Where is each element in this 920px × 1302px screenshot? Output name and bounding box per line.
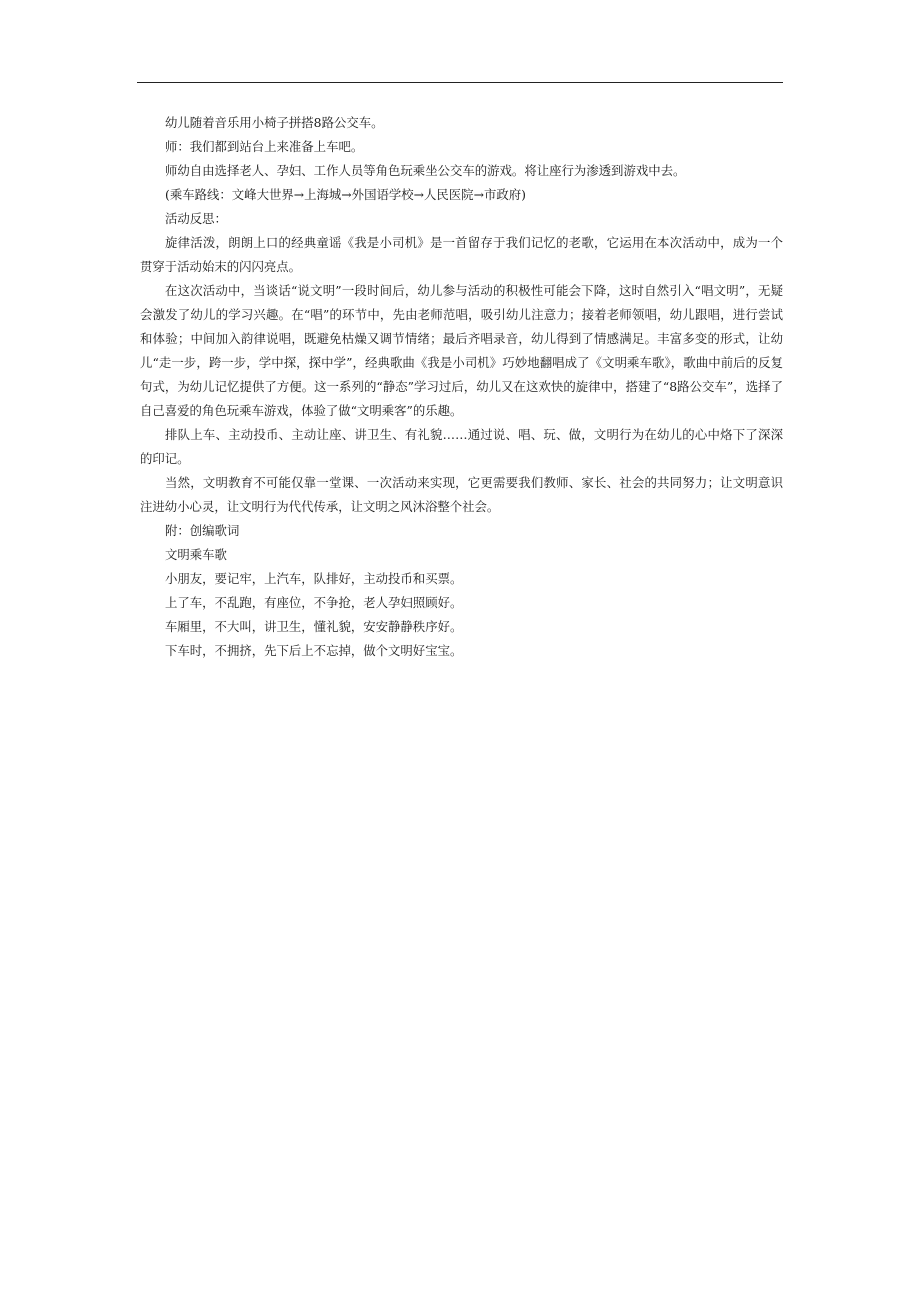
lyric-line: 小朋友，要记牢，上汽车，队排好，主动投币和买票。 bbox=[165, 571, 463, 586]
document-body bbox=[140, 111, 783, 663]
lyric-line: 上了车，不乱跑，有座位，不争抢，老人孕妇照顾好。 bbox=[165, 595, 463, 610]
paragraph: 当然，文明教育不可能仅靠一堂课、一次活动来实现，它更需要我们教师、家长、社会的共同努力；让文明意识注进幼小心灵，让文明行为代代传承，让文明之风沐浴整个社会。 bbox=[140, 475, 783, 514]
paragraph: 幼儿随着音乐用小椅子拼搭8路公交车。 bbox=[165, 115, 384, 130]
lyric-line: 下车时，不拥挤，先下后上不忘掉，做个文明好宝宝。 bbox=[165, 643, 463, 658]
appendix-heading: 附：创编歌词 bbox=[165, 523, 240, 538]
lyric-line: 车厢里，不大叫，讲卫生，懂礼貌，安安静静秩序好。 bbox=[165, 619, 463, 634]
paragraph: 在这次活动中，当谈话“说文明”一段时间后，幼儿参与活动的积极性可能会下降，这时自然引入“唱文明”，无疑会激发了幼儿的学习兴趣。在“唱”的环节中，先由老师范唱，吸引幼儿注意力；接着老师领唱，幼儿跟唱，进行尝试和体验；中间加入韵律说唱，既避免枯燥又调节情绪；最后齐唱录音，幼儿得到了情感满足。丰富多变的形式，让幼儿“走一步，跨一步，学中探，探中学”，经典歌曲《我是小司机》巧妙地翻唱成了《文明乘车歌》，歌曲中前后的反复句式，为幼儿记忆提供了方便。这一系列的“静态”学习过后，幼儿又在这欢快的旋律中，搭建了“8路公交车”，选择了自己喜爱的角色玩乘车游戏，体验了做“文明乘客”的乐趣。 bbox=[140, 283, 783, 418]
paragraph: 师：我们都到站台上来准备上车吧。 bbox=[165, 139, 364, 154]
paragraph: (乘车路线：文峰大世界→上海城→外国语学校→人民医院→市政府) bbox=[165, 187, 526, 202]
section-heading: 活动反思： bbox=[165, 211, 227, 226]
paragraph: 排队上车、主动投币、主动让座、讲卫生、有礼貌……通过说、唱、玩、做，文明行为在幼儿的心中烙下了深深的印记。 bbox=[140, 427, 783, 466]
song-title: 文明乘车歌 bbox=[165, 547, 227, 562]
paragraph: 师幼自由选择老人、孕妇、工作人员等角色玩乘坐公交车的游戏。将让座行为渗透到游戏中去。 bbox=[165, 163, 686, 178]
header-rule bbox=[137, 82, 783, 83]
paragraph: 旋律活泼，朗朗上口的经典童谣《我是小司机》是一首留存于我们记忆的老歌，它运用在本次活动中，成为一个贯穿于活动始末的闪闪亮点。 bbox=[140, 235, 783, 274]
